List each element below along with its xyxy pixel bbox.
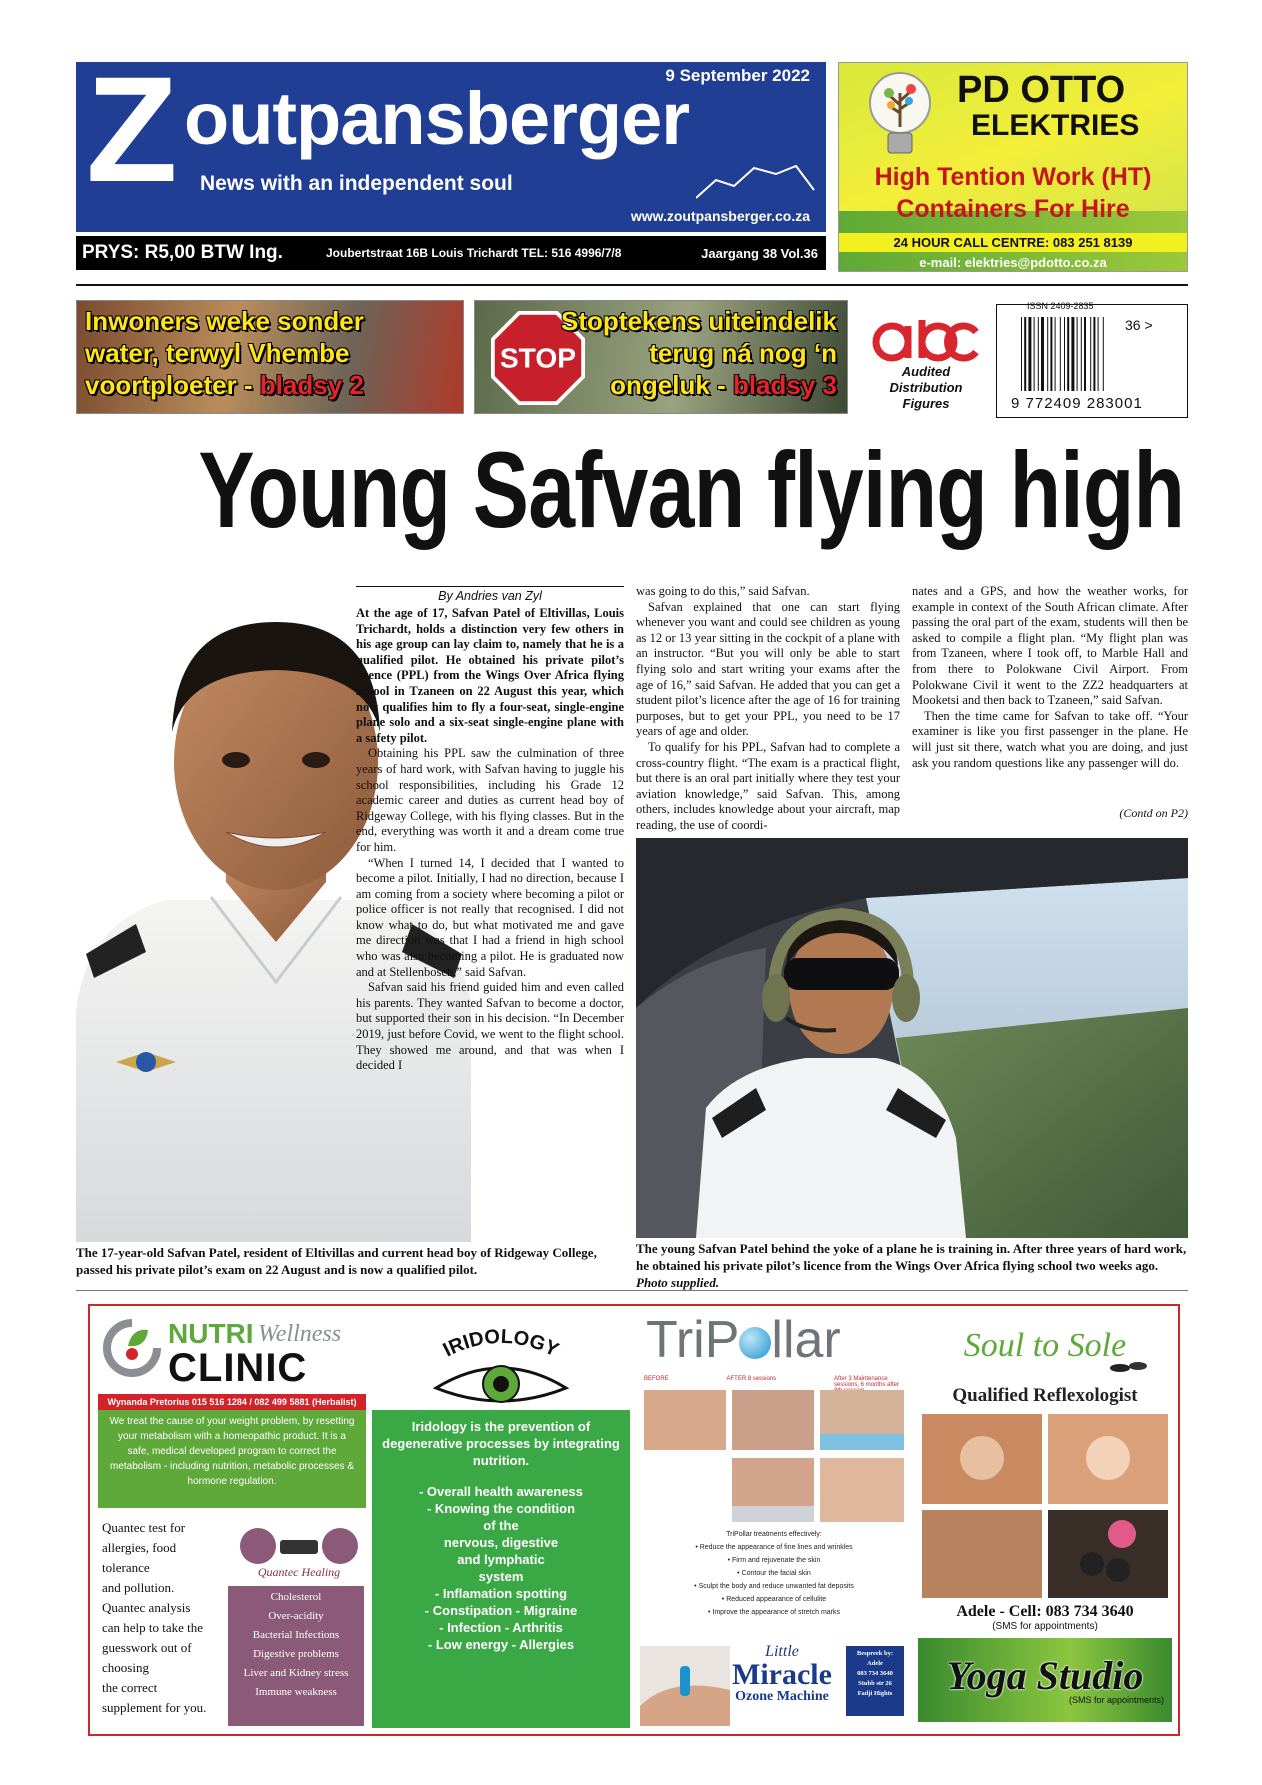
iridology-item: system [478,1569,524,1584]
nutri-logo-icon [102,1318,162,1378]
article-paragraph: was going to do this,” said Safvan. [636,584,810,598]
booking-line: 083 734 3640 [857,1670,893,1677]
article-paragraph: To qualify for his PPL, Safvan had to complete a cross-country flight. “The exam is a practical flight, but there is an oral part initially where they test your aviation knowledge,” said Safvan. This, among others, includes knowledge about your aircraft, map reading, the use of coordi- [636,739,900,832]
quantec-line: allergies, food [102,1540,177,1555]
info-bar [76,236,826,270]
nutri-list-item: Immune weakness [255,1686,337,1698]
byline: By Andries van Zyl [356,586,624,603]
teaser-stop-signs[interactable] [474,300,848,414]
tripollar-item: Reduce the appearance of fine lines and wrinkles [699,1544,853,1551]
quantec-line: and pollution. [102,1580,175,1595]
masthead-z: Z [86,45,178,213]
spa-photos [922,1414,1168,1598]
volume-label: Jaargang 38 Vol.36 [701,245,818,261]
price-label: PRYS: R5,00 BTW Ing. [82,242,283,263]
booking-line: Stubb str 26 [858,1680,892,1687]
barcode [996,301,1188,418]
eye-icon [386,1318,616,1410]
abc-caption-line: Distribution [889,380,963,395]
article-column-3 [912,584,1188,771]
masthead-title: outpansberger [184,77,690,160]
mountain-icon [696,160,816,200]
nutri-list-item: Bacterial Infections [252,1629,340,1641]
article-paragraph: Safvan said his friend guided him and even called his parents. They wanted Safvan to become a doctor, but supported their son in his decision. “In December 2019, just before Covid, we went to the flight school. They showed me around, and that was when I decided I [356,980,624,1073]
quantec-line: tolerance [102,1560,150,1575]
continued-label: (Contd on P2) [1119,806,1188,820]
reflexologist-title: Qualified Reflexologist [952,1385,1138,1406]
iridology-intro: Iridology is the prevention of degenerative processes by integrating nutrition. [382,1419,620,1468]
little-label: Little [765,1643,799,1660]
photo-credit: Photo supplied. [636,1275,720,1290]
article-paragraph: Obtaining his PPL saw the culmination of three years of hard work, with Safvan having to juggle his school responsibilities, including his Grade 12 academic career and duties as current head boy of Ridgeway College, with his flying classes. But in the end, everything was worth it and a dream come true for him. [356,746,624,854]
iridology-panel [372,1410,630,1728]
teaser-line: Stoptekens uiteindelik [561,306,837,336]
pdotto-service-1: High Tention Work (HT) [874,163,1152,191]
logo-part: llar [771,1314,841,1369]
iridology-item: - Overall health awareness [418,1484,584,1499]
yoga-studio-title: Yoga Studio [946,1652,1144,1698]
iridology-item: - Knowing the condition [426,1501,576,1516]
tripollar-item: Sculpt the body and reduce unwanted fat deposits [698,1583,854,1590]
tripollar-ad[interactable] [640,1314,908,1728]
quantec-line: Quantec analysis [102,1600,191,1615]
nutri-list-item: Over-acidity [268,1610,324,1622]
divider [76,1290,1188,1291]
tripollar-heading: TriPollar treatments effectively: [726,1531,822,1538]
tripollar-after2: After 3 Maintenance sessions, 6 months after [833,1376,900,1388]
iridology-item: - Inflamation spotting [434,1586,568,1601]
abc-caption-line: Audited [901,364,951,379]
stop-sign-text: STOP [499,341,577,374]
article-column-2 [636,584,900,834]
nutri-clinic-ad[interactable] [98,1314,366,1728]
tripollar-item: Firm and rejuvenate the skin [732,1557,821,1564]
tripollar-item: Improve the appearance of stretch marks [712,1609,841,1616]
advertisement-block [88,1304,1180,1736]
cockpit-photo [636,838,1188,1238]
booking-line: Adele [867,1660,883,1667]
barcode-suffix: 36 > [1125,317,1153,333]
nutri-blurb: We treat the cause of your weight problem, by resetting your metabolism with a homeopathic product. It is a safe, medical developed program to correct the metabolism - including nutrition, metabolic processes & hormone regulation. [98,1410,366,1508]
issue-date: 9 September 2022 [665,66,810,85]
treatment-photo [640,1646,730,1726]
teaser-line: ongeluk - [610,370,733,400]
quantec-device-icon [236,1516,362,1580]
tripollar-item: Reduced appearance of cellulite [726,1596,827,1603]
iridology-item: - Infection - Arthritis [439,1620,563,1635]
iridology-item: - Low energy - Allergies [427,1637,575,1652]
quantec-healing-label: Quantec Healing [257,1565,341,1579]
article-paragraph: “When I turned 14, I decided that I wanted to become a pilot. Initially, I had no direction, because I am coming from a society where becoming a pilot or police officer is not really that recognised. I did not know what to do, but what motivated me and gave me direction was that I had a friend in high school who was also becoming a pilot. He is graduated now and at Stellenbosch,” said Safvan. [356,855,624,979]
nutri-title: NUTRI [168,1318,254,1349]
article-lead: At the age of 17, Safvan Patel of Eltivillas, Louis Trichardt, holds a distinction very few others in his age group can lay claim to, namely that he is a qualified pilot. He obtained his private pilot’s licence (PPL) from the Wings Over Africa flying school in Tzaneen on 22 August this year, which now qualifies him to fly a four-seat, single-engine plane solo and a six-seat single-engine plane with a safety pilot. [356,606,624,745]
pdotto-subtitle: ELEKTRIES [971,109,1140,142]
logo-part: Tri [646,1314,705,1369]
divider [76,284,1188,286]
soul-sms-note: (SMS for appointments) [992,1621,1098,1632]
clinic-title: CLINIC [168,1346,308,1390]
nutri-contact: Wynanda Pretorius 015 516 1284 / 082 499 5881 (Herbalist) [98,1394,366,1410]
article-column-1 [356,606,624,1074]
abc-caption [870,364,982,412]
soul-contact[interactable]: Adele - Cell: 083 734 3640 [956,1603,1134,1620]
photo-caption-text: The young Safvan Patel behind the yoke of a plane he is training in. After three years of hard work, he obtained his private pilot’s licence from the Wings Over Africa flying school two weeks ago. [636,1241,1187,1273]
issn-label: ISSN 2409-2835 [1027,301,1094,311]
photo-caption-1: The 17-year-old Safvan Patel, resident of Eltivillas and current head boy of Ridgeway College, passed his private pilot’s exam on 22 August and is now a qualified pilot. [76,1245,597,1277]
iridology-item: of the [483,1518,519,1533]
teaser-page: bladsy 3 [732,370,837,400]
iridology-item: - Constipation - Migraine [424,1603,578,1618]
iridology-title: IRIDOLOGY [439,1325,562,1362]
quantec-line: Quantec test for [102,1520,186,1535]
article-paragraph: Safvan explained that one can start flying whenever you want and could see children as young as 12 or 13 year sitting in the cockpit of a plane with an instructor. “But you will only be able to start flying solo and start writing your exams after the age of 16,” said Safvan. He added that you can get a student pilot’s licence after the age of 16 for training purposes, but to get your PPL, you need to be 17 years of age and older. [636,599,900,739]
tripollar-item: Contour the facial skin [741,1570,811,1577]
quantec-line: supplement for you. [102,1700,207,1715]
pdotto-service-2: Containers For Hire [896,195,1130,223]
tripollar-before: BEFORE [644,1376,669,1382]
masthead-website[interactable]: www.zoutpansberger.co.za [630,208,810,224]
yoga-sms-note: (SMS for appointments) [1068,1694,1164,1705]
teaser-line: Inwoners weke sonder [85,306,364,336]
masthead [76,45,826,232]
before-after-photos [644,1390,904,1522]
soul-to-sole-ad[interactable] [916,1314,1174,1728]
nutri-list-item: Cholesterol [270,1591,322,1603]
address-label: Joubertstraat 16B Louis Trichardt TEL: 516 4996/7/8 [326,246,622,260]
abc-caption-line: Figures [902,396,950,411]
teaser-page: bladsy 2 [259,370,364,400]
tripollar-logo [646,1314,841,1369]
booking-box [846,1646,904,1716]
barcode-number: 9 772409 283001 [1011,395,1143,412]
iridology-item: nervous, digestive [443,1535,559,1550]
pdotto-email[interactable]: e-mail: elektries@pdotto.co.za [919,255,1107,270]
pdotto-title: PD OTTO [957,69,1126,111]
teaser-line: voortploeter - [85,370,260,400]
headline: Young Safvan flying high [198,429,1185,550]
ozone-label: Ozone Machine [735,1689,829,1704]
booking-line: Fadji Hights [857,1690,893,1697]
booking-line: Bespreek by: [856,1650,894,1657]
article-paragraph: Then the time came for Safvan to take off. “Your examiner is like you first passenger in the plane. He will just sit there, watch what you are doing, and just ask you random questions like any passenger will do. [912,708,1188,770]
quantec-line: can help to take the [102,1620,204,1635]
masthead-tagline: News with an independent soul [200,172,513,195]
teaser-line: water, terwyl Vhembe [85,338,350,368]
tripollar-after: AFTER 8 sessions [726,1376,777,1382]
nutri-list-item: Digestive problems [253,1648,339,1660]
yoga-studio-banner [918,1638,1172,1722]
quantec-line: guesswork out of [102,1640,192,1655]
tripollar-logo-o-icon [739,1327,771,1359]
pdotto-call-centre: 24 HOUR CALL CENTRE: 083 251 8139 [839,233,1187,252]
quantec-line: choosing [102,1660,149,1675]
teaser-water[interactable] [76,300,464,414]
tripollar-benefits: TriPollar treatments effectively: • Reduce the appearance of fine lines and wrinkles • Firm and rejuvenate the skin • Contour the facial skin • Sculpt the body and reduce unwanted fat deposits • Reduced appearance of cellulite • Improve the appearance of stretch marks [640,1528,908,1619]
quantec-text [102,1518,232,1718]
quantec-line: the correct [102,1680,158,1695]
nutri-list [228,1586,364,1726]
article-paragraph: nates and a GPS, and how the weather works, for example in context of the South African climate. After passing the oral part of the exam, students will then be asked to compile a flight plan. “My flight plan was from Tzaneen, where I took off, to Marble Hall and from there to Polokwane Civil Airport. From Polokwane Civil it went to the ZZ2 headquarters at Mooketsi and then back to Tzaneen,” said Safvan. [912,584,1188,708]
svg-text:IRIDOLOGY [440,1326,563,1362]
pdotto-ad[interactable] [838,62,1188,272]
wellness-title: Wellness [258,1321,342,1347]
photo-caption-2 [636,1240,1188,1291]
lightbulb-icon [861,69,939,157]
miracle-label: Miracle [732,1658,832,1691]
iridology-ad[interactable] [372,1314,630,1728]
nutri-list-item: Liver and Kidney stress [243,1667,349,1679]
iridology-item: and lymphatic [457,1552,545,1567]
little-miracle [732,1644,832,1704]
teaser-line: terug ná nog ‘n [649,338,837,368]
soul-to-sole-logo [920,1316,1170,1376]
abc-logo [872,316,982,364]
logo-part: P [704,1314,740,1369]
soul-logo-text: Soul to Sole [963,1327,1127,1364]
